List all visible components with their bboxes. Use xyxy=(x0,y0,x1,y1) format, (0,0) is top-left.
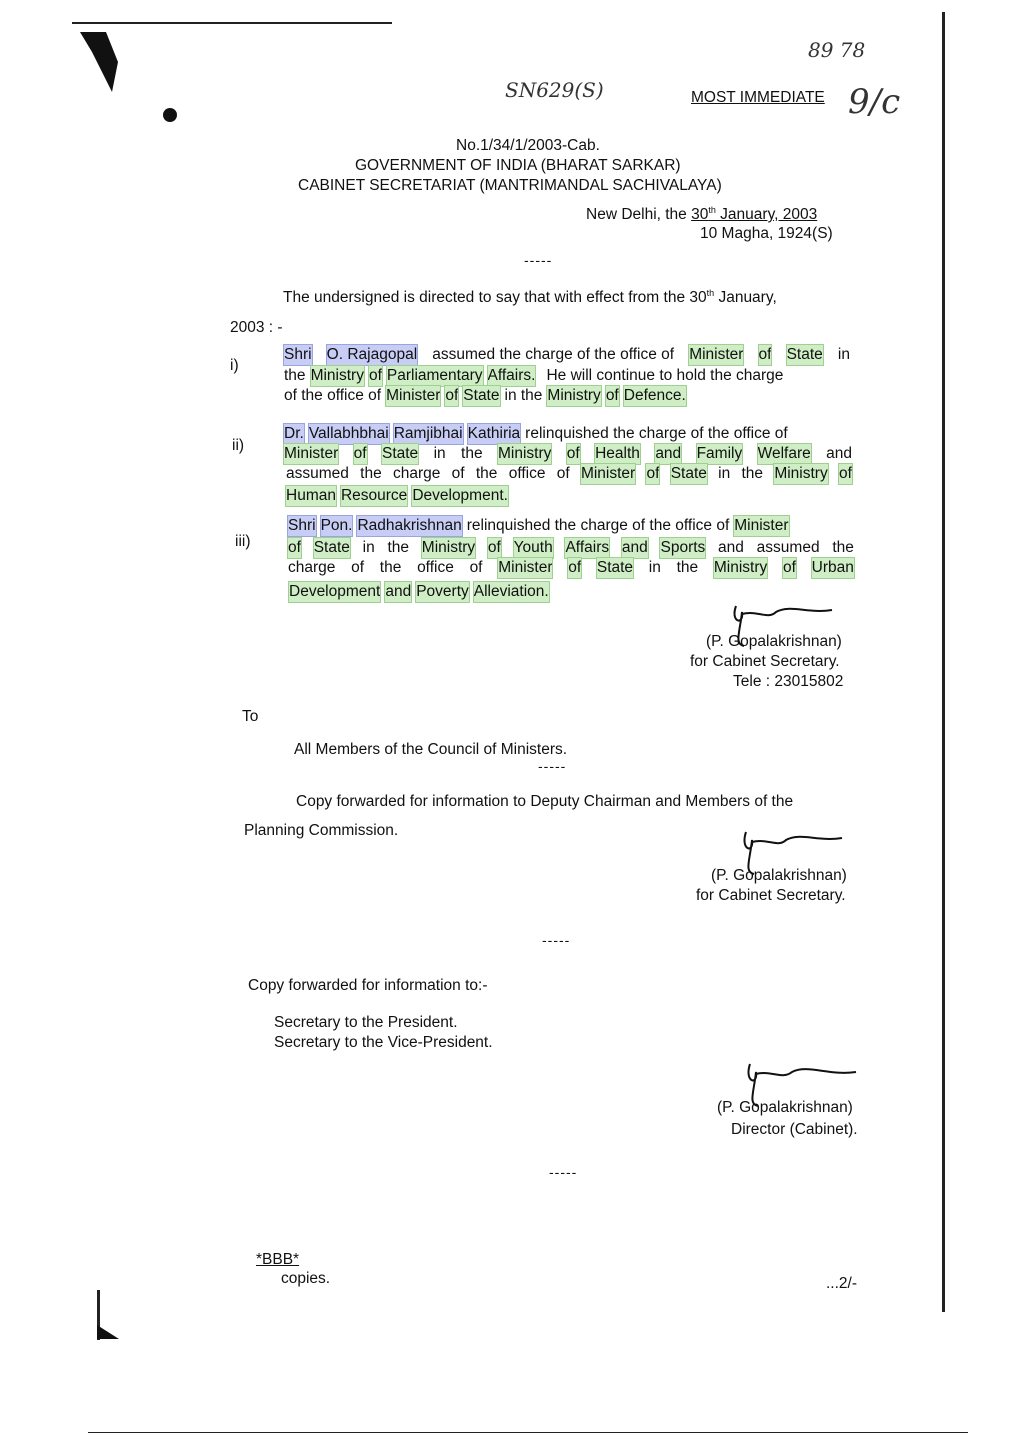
minister-name: Kathiria xyxy=(467,425,521,442)
ministry-term: of xyxy=(838,465,852,482)
ministry-term: of xyxy=(605,387,619,404)
item-text: He will continue to hold the charge xyxy=(546,367,784,384)
signatory-name: (P. Gopalakrishnan) xyxy=(706,633,842,650)
item-text: the xyxy=(676,559,699,576)
office-term: State xyxy=(596,559,634,576)
item-text: in xyxy=(718,465,731,482)
item-1-line-2 xyxy=(284,366,850,386)
item-number: iii) xyxy=(235,533,251,550)
copy-line-2: Planning Commission. xyxy=(244,822,399,839)
priority-label: MOST IMMEDIATE xyxy=(691,89,825,106)
ministry-term: and xyxy=(655,445,682,462)
separator: ----- xyxy=(524,252,553,268)
saka-date: 10 Magha, 1924(S) xyxy=(700,225,833,242)
separator: ----- xyxy=(542,932,571,948)
separator: ----- xyxy=(538,758,567,774)
bbb-mark: *BBB* xyxy=(256,1251,300,1268)
item-text: the xyxy=(284,367,306,384)
copy-recipient: Secretary to the President. xyxy=(274,1014,458,1031)
ministry-term: of xyxy=(368,367,382,384)
handwritten-file-ref: SN629(S) xyxy=(505,78,604,102)
scan-corner-mark xyxy=(72,22,152,102)
item-text: in xyxy=(837,346,850,363)
ministry-term: of xyxy=(487,539,501,556)
copy-to-label: Copy forwarded for information to:- xyxy=(248,977,488,994)
ministry-term: Ministry xyxy=(547,387,601,404)
signatory-name: (P. Gopalakrishnan) xyxy=(711,867,847,884)
copy-recipient: Secretary to the Vice-President. xyxy=(274,1034,493,1051)
item-text: the xyxy=(832,539,854,556)
item-text: assumed the charge of the office of xyxy=(432,346,675,363)
ministry-term: of xyxy=(782,559,796,576)
ministry-term: Poverty xyxy=(416,583,469,600)
ministry-term: Development xyxy=(289,583,381,600)
minister-name: Dr. xyxy=(284,425,304,442)
ministry-term: and xyxy=(621,539,648,556)
item-text: assumed xyxy=(286,465,349,482)
to-label: To xyxy=(242,708,259,725)
item-3-line-1 xyxy=(288,516,854,536)
office-term: Minister xyxy=(284,445,339,462)
ministry-term: Ministry xyxy=(713,559,768,576)
minister-name: Shri xyxy=(284,346,312,363)
item-text: the xyxy=(387,539,410,556)
intro-line-2: 2003 : - xyxy=(230,319,283,336)
office-term: Minister xyxy=(498,559,553,576)
office-term: of xyxy=(646,465,660,482)
item-2-line-3 xyxy=(286,464,852,484)
handwritten-top-numbers: 89 78 xyxy=(808,38,866,62)
ministry-term: Alleviation. xyxy=(473,583,549,600)
office-term: Minister xyxy=(580,465,636,482)
item-text: the xyxy=(461,445,483,462)
scan-bottom-line xyxy=(88,1432,968,1433)
signatory-name: (P. Gopalakrishnan) xyxy=(717,1099,853,1116)
government-heading: GOVERNMENT OF INDIA (BHARAT SARKAR) xyxy=(355,157,681,174)
ministry-term: Resource xyxy=(340,487,408,504)
item-2-line-4 xyxy=(286,486,508,506)
office-term: Minister xyxy=(734,517,789,534)
item-1-line-1 xyxy=(284,345,850,365)
copy-line-1: Copy forwarded for information to Deputy Chairman and Members of the xyxy=(296,793,794,810)
page-continuation: ...2/- xyxy=(826,1275,858,1292)
item-text: of xyxy=(451,465,465,482)
item-text: and xyxy=(826,445,852,462)
item-3-line-4 xyxy=(289,582,549,602)
item-text: in xyxy=(362,539,375,556)
ministry-term: and xyxy=(385,583,412,600)
minister-name: Pon. xyxy=(320,517,353,534)
copies-label: copies. xyxy=(281,1270,331,1287)
date-line: New Delhi, the 30th January, 2003 xyxy=(586,204,818,223)
handwritten-page-mark: 9/c xyxy=(848,82,901,122)
item-3-line-2 xyxy=(288,538,854,558)
item-text: charge xyxy=(393,465,441,482)
ministry-term: of xyxy=(566,445,580,462)
ministry-term: Affairs. xyxy=(487,367,536,384)
office-term: of xyxy=(758,346,772,363)
office-term: of xyxy=(445,387,459,404)
office-term: Minister xyxy=(689,346,744,363)
item-text: in xyxy=(648,559,661,576)
item-number: ii) xyxy=(232,437,245,454)
item-text: of xyxy=(556,465,570,482)
ministry-term: Ministry xyxy=(774,465,828,482)
scan-bottom-mark xyxy=(97,1325,127,1345)
ministry-term: Urban xyxy=(811,559,854,576)
scan-punch-hole xyxy=(163,108,177,122)
intro-line-1: The undersigned is directed to say that with effect from the 30th January, xyxy=(283,287,777,306)
ministry-term: Parliamentary xyxy=(386,367,483,384)
ministry-term: Health xyxy=(595,445,640,462)
item-text: charge xyxy=(288,559,336,576)
recipients: All Members of the Council of Ministers. xyxy=(294,741,568,758)
item-text: in the xyxy=(504,387,543,404)
ministry-term: Development. xyxy=(412,487,508,504)
item-text: the xyxy=(360,465,382,482)
item-text: assumed xyxy=(756,539,820,556)
item-number: i) xyxy=(230,357,239,374)
item-text: of xyxy=(351,559,365,576)
document-number: No.1/34/1/2003-Cab. xyxy=(456,137,600,154)
ministry-term: Welfare xyxy=(757,445,811,462)
item-text: in xyxy=(433,445,446,462)
item-text: of the office of xyxy=(284,387,382,404)
item-3-line-3 xyxy=(288,558,854,578)
office-term: of xyxy=(288,539,301,556)
minister-name: O. Rajagopal xyxy=(326,346,418,363)
office-term: of xyxy=(568,559,582,576)
item-text: relinquished the charge of the office of xyxy=(466,517,730,534)
item-2-line-2 xyxy=(284,444,852,464)
office-term: of xyxy=(353,445,367,462)
office-term: State xyxy=(670,465,707,482)
office-term: State xyxy=(463,387,500,404)
item-2-line-1 xyxy=(284,424,852,444)
office-term: State xyxy=(381,445,419,462)
ministry-term: Sports xyxy=(660,539,706,556)
signatory-phone: Tele : 23015802 xyxy=(733,673,844,690)
minister-name: Shri xyxy=(288,517,316,534)
separator: ----- xyxy=(549,1164,578,1180)
minister-name: Radhakrishnan xyxy=(357,517,462,534)
ministry-term: Youth xyxy=(513,539,553,556)
item-1-line-3 xyxy=(284,386,686,406)
ministry-term: Affairs xyxy=(565,539,610,556)
office-term: State xyxy=(313,539,350,556)
item-text: office xyxy=(508,465,546,482)
item-text: office xyxy=(417,559,454,576)
item-text: the xyxy=(475,465,498,482)
department-heading: CABINET SECRETARIAT (MANTRIMANDAL SACHIVALAYA) xyxy=(298,177,722,194)
ministry-term: Human xyxy=(286,487,336,504)
office-term: State xyxy=(786,346,823,363)
signatory-role: for Cabinet Secretary. xyxy=(696,887,846,904)
ministry-term: Defence. xyxy=(623,387,686,404)
item-text: of xyxy=(469,559,483,576)
ministry-term: Family xyxy=(696,445,743,462)
ministry-term: Ministry xyxy=(310,367,364,384)
signatory-role: Director (Cabinet). xyxy=(731,1121,858,1138)
office-term: Minister xyxy=(386,387,441,404)
item-text: and xyxy=(718,539,744,556)
item-text: the xyxy=(741,465,764,482)
signatory-role: for Cabinet Secretary. xyxy=(690,653,840,670)
minister-name: Ramjibhai xyxy=(393,425,463,442)
scan-right-edge xyxy=(942,12,945,1312)
item-text: relinquished the charge of the office of xyxy=(525,425,788,442)
minister-name: Vallabhbhai xyxy=(308,425,389,442)
ministry-term: Ministry xyxy=(498,445,552,462)
ministry-term: Ministry xyxy=(421,539,476,556)
item-text: the xyxy=(379,559,402,576)
